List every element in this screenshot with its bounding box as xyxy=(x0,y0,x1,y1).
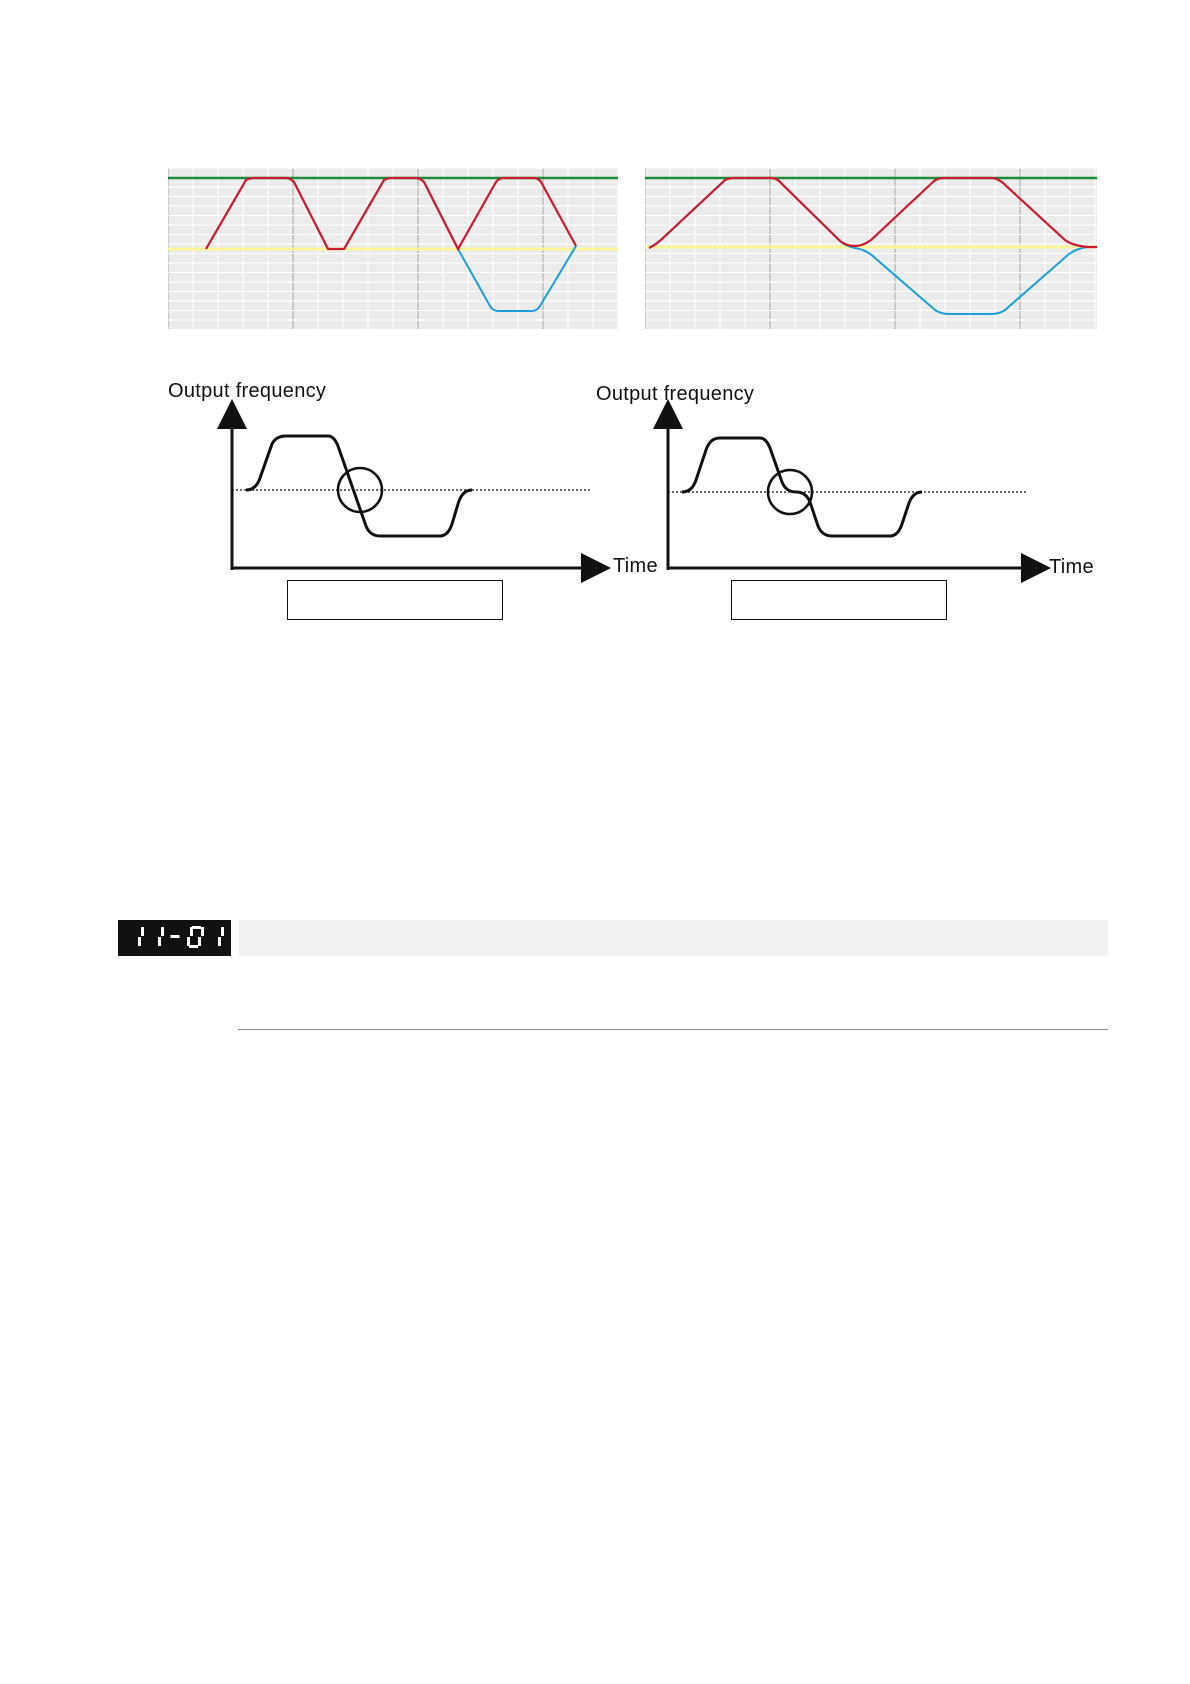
frequency-curve xyxy=(246,436,472,536)
segment xyxy=(138,937,141,946)
scope-panel-right xyxy=(645,168,1097,330)
segment xyxy=(158,937,161,946)
scope-plot-right xyxy=(645,168,1097,330)
scope-plot-left xyxy=(168,168,618,330)
parameter-title-bar xyxy=(239,920,1108,956)
parameter-code-badge xyxy=(118,920,231,956)
segment xyxy=(161,927,164,936)
trace-red xyxy=(206,178,576,249)
parameter-header xyxy=(118,920,1108,956)
segment xyxy=(218,937,221,946)
y-axis-label: Output frequency xyxy=(168,380,327,402)
y-axis-label: Output frequency xyxy=(596,383,755,405)
frequency-curve xyxy=(682,438,922,536)
segment xyxy=(190,927,193,936)
segment xyxy=(189,945,198,948)
segment xyxy=(187,937,190,946)
seven-segment-display xyxy=(123,924,227,952)
diagram-caption-box xyxy=(731,580,947,620)
frequency-diagram-right xyxy=(596,380,1116,630)
x-axis-label: Time xyxy=(613,555,658,577)
segment xyxy=(141,927,144,936)
x-axis-label: Time xyxy=(1049,556,1094,578)
segment xyxy=(192,926,201,929)
scope-panel-left xyxy=(168,168,618,330)
segment xyxy=(201,927,204,936)
segment xyxy=(221,927,224,936)
section-divider xyxy=(238,1029,1108,1030)
diagram-caption-box xyxy=(287,580,503,620)
segment xyxy=(198,937,201,946)
segment xyxy=(170,935,179,938)
trace-red xyxy=(649,178,1097,248)
